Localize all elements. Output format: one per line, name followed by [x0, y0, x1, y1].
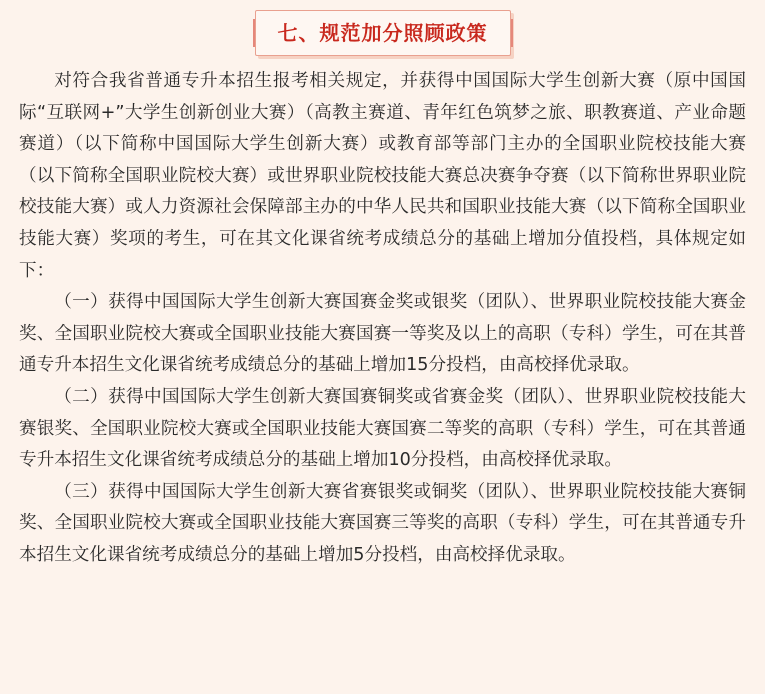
- section-title-wrap: [19, 0, 746, 66]
- rule-paragraph-1: （一）获得中国国际大学生创新大赛国赛金奖或银奖（团队）、世界职业院校技能大赛金奖、全国职业院校大赛或全国职业技能大赛国赛一等奖及以上的高职（专科）学生，可在其普通专升本招生文化课省统考成绩总分的基础上增加15分投档，由高校择优录取。: [19, 292, 746, 376]
- rule-paragraph-3: （三）获得中国国际大学生创新大赛省赛银奖或铜奖（团队）、世界职业院校技能大赛铜奖、全国职业院校大赛或全国职业技能大赛国赛三等奖的高职（专科）学生，可在其普通专升本招生文化课省统考成绩总分的基础上增加5分投档，由高校择优录取。: [19, 481, 746, 565]
- rule-paragraph-2: （二）获得中国国际大学生创新大赛国赛铜奖或省赛金奖（团队）、世界职业院校技能大赛银奖、全国职业院校大赛或全国职业技能大赛国赛二等奖的高职（专科）学生，可在其普通专升本招生文化课省统考成绩总分的基础上增加10分投档，由高校择优录取。: [19, 386, 746, 471]
- section-title: 七、规范加分照顾政策: [255, 10, 511, 56]
- policy-body: [19, 66, 746, 572]
- intro-paragraph: 对符合我省普通专升本招生报考相关规定，并获得中国国际大学生创新大赛（原中国国际“互联网+”大学生创新创业大赛）（高教主赛道、青年红色筑梦之旅、职教赛道、产业命题赛道）（以下简称中国国际大学生创新大赛）或教育部等部门主办的全国职业院校技能大赛（以下简称全国职业院校大赛）或世界职业院校技能大赛总决赛争夺赛（以下简称世界职业院校技能大赛）或人力资源社会保障部主办的中华人民共和国职业技能大赛（以下简称全国职业技能大赛）奖项的考生，可在其文化课省统考成绩总分的基础上增加分值投档，具体规定如下：: [19, 71, 746, 281]
